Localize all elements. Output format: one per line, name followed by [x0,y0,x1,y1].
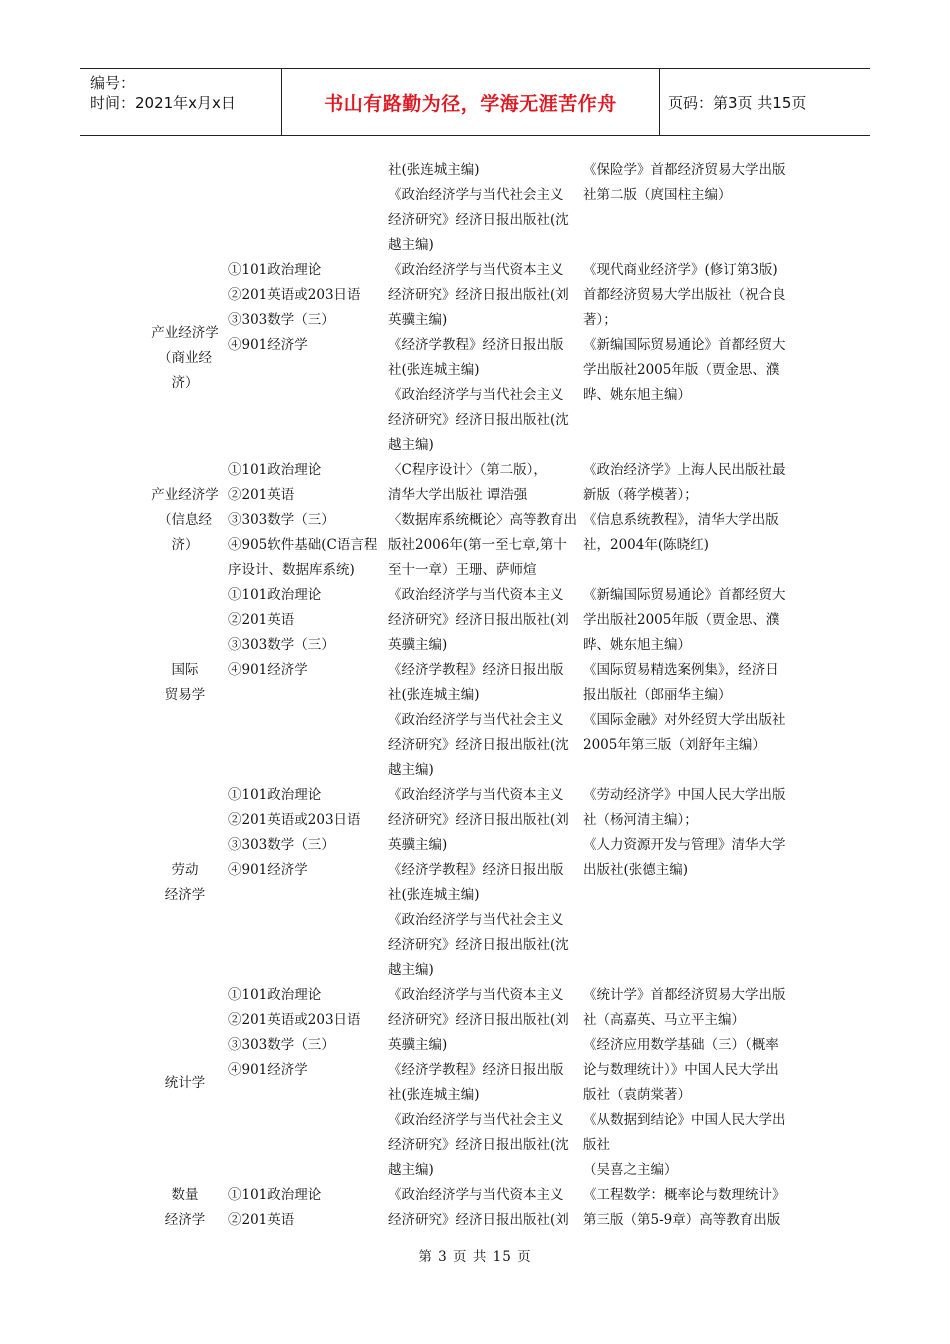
reference-books-b [583,583,805,783]
reference-books-b-line: 《统计学》首都经济贸易大学出版 [583,987,786,1003]
reference-books-b-line: 学出版社2005年版（贾金思、濮 [583,612,780,628]
major-name-line: 国际 [171,662,199,678]
reference-books-a-line: 经济研究》经济日报出版社(沈 [388,737,569,753]
major-name-line: 产业经济学 [151,487,219,503]
reference-books-b-line: 社第二版（庹国柱主编） [583,187,732,203]
reference-books-b-line: 《新编国际贸易通论》首都经贸大 [583,587,786,603]
header-page-info: 页码：第3页 共15页 [668,93,807,112]
reference-books-b [583,983,805,1183]
exam-subjects-line: ②201英语或203日语 [228,812,361,828]
reference-books-a-line: 经济研究》经济日报出版社(沈 [388,212,569,228]
major-name-line: 产业经济学 [151,324,219,341]
reference-books-a-line: 〈C程序设计〉（第二版）， [388,462,547,478]
reference-books-b-line: 《国际金融》对外经贸大学出版社 [583,712,786,728]
header-motto: 书山有路勤为径，学海无涯苦作舟 [282,69,660,135]
number-label: 编号： [90,74,136,92]
reference-books-a-line: 越主编) [388,1162,434,1178]
reference-books-b [583,258,805,458]
reference-books-b-line: 版社 [583,1137,610,1153]
program-row [0,1183,950,1233]
reference-books-b-line: 《国际贸易精选案例集》，经济日 [583,662,779,678]
reference-books-a-line: 经济研究》经济日报出版社(刘 [388,287,569,303]
program-row [0,783,950,983]
exam-subjects-line: ②201英语 [228,487,295,503]
reference-books-a-line: 《政治经济学与当代社会主义 [388,912,564,928]
reference-books-a-line: 《政治经济学与当代资本主义 [388,587,564,603]
major-name-line: （信息经 [158,512,212,528]
reference-books-b-line: 第三版（第5-9章）高等教育出版 [583,1212,781,1228]
reference-books-b-line: 出版社(张德主编) [583,862,689,878]
reference-books-b-line: 报出版社（郎丽华主编） [583,687,732,703]
reference-books-a-line: 《政治经济学与当代社会主义 [388,712,564,728]
reference-books-a [388,1183,585,1233]
reference-books-a-line: 《政治经济学与当代社会主义 [388,387,564,403]
reference-books-b-line: 《从数据到结论》中国人民大学出 [583,1112,786,1128]
reference-books-a-line: 英骥主编) [388,312,448,328]
exam-subjects-line: ①101政治理论 [228,1187,322,1203]
exam-subjects-line: ④901经济学 [228,662,308,678]
major-name [140,983,230,1183]
reference-books-b-line: 《工程数学：概率论与数理统计》 [583,1187,786,1203]
reference-books-b-line: 版社（袁荫棠著） [583,1087,691,1103]
reference-books-b-line: 学出版社2005年版（贾金思、濮 [583,362,780,378]
exam-subjects-line: 序设计、数据库系统) [228,562,355,578]
reference-books-b [583,158,805,258]
reference-books-a-line: 至十一章）王珊、萨师煊 [388,562,537,578]
reference-books-b-line: 论与数理统计）》中国人民大学出 [583,1062,779,1078]
reference-books-a-line: 《经济学教程》经济日报出版 [388,337,564,353]
exam-subjects [228,983,388,1183]
reference-books-b-line: 《新编国际贸易通论》首都经贸大 [583,337,786,353]
reference-books-a-line: 《政治经济学与当代资本主义 [388,987,564,1003]
major-name [140,583,230,783]
reference-books-a-line: 经济研究》经济日报出版社(沈 [388,412,569,428]
reference-books-b-line: 晔、姚东旭主编） [583,387,691,403]
reference-books-b-line: 晔、姚东旭主编） [583,637,691,653]
reference-books-b-line: 《人力资源开发与管理》清华大学 [583,837,786,853]
reference-books-b-line: 《现代商业经济学》(修订第3版) [583,262,778,278]
exam-subjects [228,1183,388,1233]
exam-subjects-line: ②201英语或203日语 [228,287,361,303]
exam-subjects-line: ④901经济学 [228,1062,308,1078]
reference-books-a-line: 经济研究》经济日报出版社(刘 [388,812,569,828]
page-header [80,68,870,136]
header-meta [80,69,282,135]
page-footer: 第 3 页 共 15 页 [418,1249,532,1265]
reference-books-a [388,783,585,983]
reference-books-b-line: 社（高嘉英、马立平主编） [583,1012,745,1028]
reference-books-a-line: 社(张连城主编) [388,162,480,178]
major-name [140,783,230,983]
reference-books-b [583,783,805,983]
program-row [0,458,950,583]
reference-books-b-line: 社，2004年(陈晓红) [583,537,709,553]
reference-books-a [388,158,585,258]
exam-subjects [228,258,388,458]
reference-books-b-line: 《劳动经济学》中国人民大学出版 [583,787,786,803]
reference-books-b [583,458,805,583]
major-name [140,458,230,583]
reference-books-a-line: 《经济学教程》经济日报出版 [388,1062,564,1078]
reference-books-a-line: 越主编) [388,437,434,453]
reference-books-a-line: 英骥主编) [388,637,448,653]
exam-subjects-line: ①101政治理论 [228,587,322,603]
major-name-line: 数量 [171,1187,199,1203]
reference-books-b-line: 《保险学》首都经济贸易大学出版 [583,162,786,178]
reference-books-a-line: 经济研究》经济日报出版社(沈 [388,1137,569,1153]
program-row [0,158,950,258]
reference-books-a-line: 社(张连城主编) [388,887,480,903]
reference-books-a-line: 越主编) [388,237,434,253]
reference-books-a-line: 越主编) [388,762,434,778]
exam-subjects-line: ④905软件基础(C语言程 [228,537,378,553]
reference-books-a-line: 社(张连城主编) [388,362,480,378]
program-row [0,258,950,458]
reference-books-a [388,458,585,583]
exam-subjects-line: ③303数学（三） [228,512,335,528]
major-name [140,1183,230,1233]
reference-books-b-line: 《经济应用数学基础（三）（概率 [583,1037,779,1053]
exam-subjects-line: ②201英语 [228,1212,295,1228]
reference-books-a-line: 社(张连城主编) [388,1087,480,1103]
exam-subjects-line: ②201英语或203日语 [228,1012,361,1028]
exam-subjects-line: ①101政治理论 [228,262,322,278]
reference-books-a-line: 《政治经济学与当代社会主义 [388,1112,564,1128]
reference-books-a-line: 〈数据库系统概论〉高等教育出 [388,512,577,528]
reference-books-b-line: 《信息系统教程》，清华大学出版 [583,512,779,528]
program-row [0,583,950,783]
reference-books-b-line: 首都经济贸易大学出版社（祝合良 [583,287,786,303]
reference-books-b-line: 社（杨河清主编）； [583,812,698,828]
reference-books-a-line: 经济研究》经济日报出版社(刘 [388,612,569,628]
exam-subjects-line: ③303数学（三） [228,1037,335,1053]
reference-books-a-line: 《政治经济学与当代资本主义 [388,1187,564,1203]
exam-subjects-line: ①101政治理论 [228,987,322,1003]
reference-books-b-line: 2005年第三版（刘舒年主编） [583,737,766,753]
reference-books-a-line: 经济研究》经济日报出版社(沈 [388,937,569,953]
exam-subjects [228,158,388,258]
reference-books-a-line: 英骥主编) [388,1037,448,1053]
major-name-line: 济） [171,537,199,553]
reference-books-a-line: 《经济学教程》经济日报出版 [388,662,564,678]
reference-books-a-line: 社(张连城主编) [388,687,480,703]
reference-books-a-line: 清华大学出版社 谭浩强 [388,487,528,503]
major-name-line: 统计学 [164,1074,206,1091]
exam-subjects-line: ③303数学（三） [228,312,335,328]
program-row [0,983,950,1183]
reference-books-a [388,583,585,783]
exam-subjects-line: ②201英语 [228,612,295,628]
reference-books-a-line: 《政治经济学与当代资本主义 [388,262,564,278]
reference-books-b-line: 《政治经济学》上海人民出版社最 [583,462,786,478]
reference-books-a-line: 英骥主编) [388,837,448,853]
exam-subjects-line: ④901经济学 [228,862,308,878]
exam-subjects [228,783,388,983]
reference-books-b-line: 新版（蒋学模著）； [583,487,698,503]
major-name-line: 济） [171,374,199,391]
reference-books-a-line: 《经济学教程》经济日报出版 [388,862,564,878]
exam-subjects-line: ①101政治理论 [228,787,322,803]
reference-books-a-line: 《政治经济学与当代资本主义 [388,787,564,803]
major-name-line: 贸易学 [164,687,206,703]
exam-subjects [228,458,388,583]
exam-subjects-line: ④901经济学 [228,337,308,353]
major-name-line: （商业经 [158,349,212,366]
reference-books-a-line: 经济研究》经济日报出版社(刘 [388,1212,569,1228]
exam-subjects-line: ①101政治理论 [228,462,322,478]
reference-books-b [583,1183,805,1233]
time-label: 时间：2021年x月x日 [90,94,236,112]
exam-subjects-line: ③303数学（三） [228,837,335,853]
major-name-line: 经济学 [164,887,206,903]
reference-books-a-line: 版社2006年(第一至七章,第十 [388,537,567,553]
reference-books-a [388,983,585,1183]
reference-books-a-line: 越主编) [388,962,434,978]
exam-subjects [228,583,388,783]
major-name-line: 劳动 [171,862,199,878]
major-name-line: 经济学 [164,1212,206,1228]
reference-books-b-line: （吴喜之主编） [583,1162,678,1178]
reference-books-a-line: 《政治经济学与当代社会主义 [388,187,564,203]
reference-books-a [388,258,585,458]
major-name [140,158,230,258]
reference-books-a-line: 经济研究》经济日报出版社(刘 [388,1012,569,1028]
reference-books-b-line: 著）； [583,312,617,328]
exam-subjects-line: ③303数学（三） [228,637,335,653]
major-name [140,258,230,458]
